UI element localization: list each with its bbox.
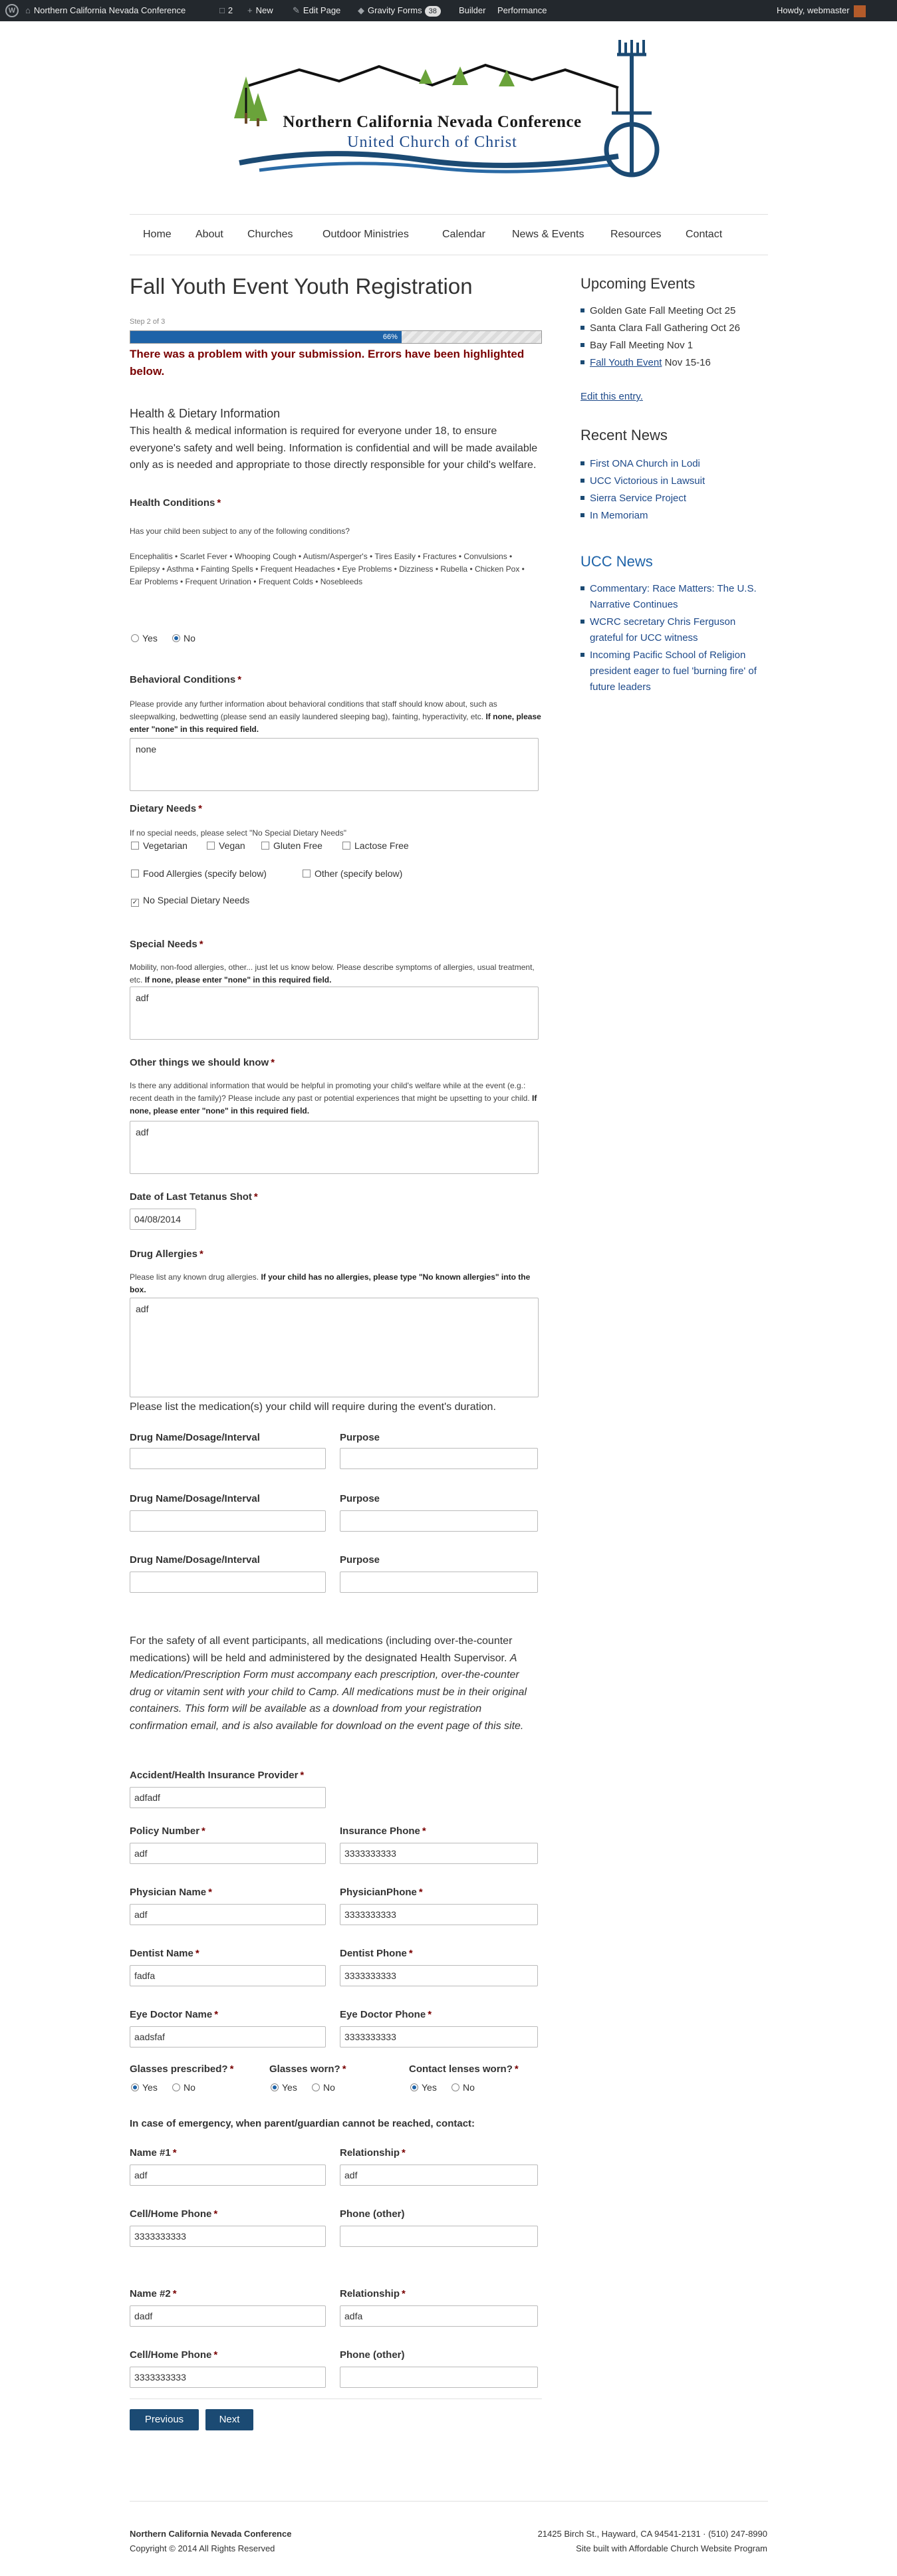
contact2-other-phone-input[interactable] bbox=[340, 2367, 538, 2388]
drug-name-input-1[interactable] bbox=[130, 1448, 326, 1469]
eye-doctor-phone-label: Eye Doctor Phone * bbox=[340, 2009, 432, 2020]
dietary-option-vegan[interactable]: Vegan bbox=[207, 840, 245, 851]
admin-builder-link[interactable]: Builder bbox=[459, 5, 486, 15]
ucc-news-item: Incoming Pacific School of Religion president eager to fuel 'burning fire' of future leaders bbox=[580, 647, 767, 695]
contact2-relationship-label: Relationship * bbox=[340, 2288, 406, 2299]
admin-site-link[interactable]: ⌂ Northern California Nevada Conference bbox=[25, 5, 186, 15]
logo-subtitle: United Church of Christ bbox=[347, 134, 517, 151]
physician-phone-label: PhysicianPhone * bbox=[340, 1887, 423, 1898]
nav-item-outdoor-ministries[interactable]: Outdoor Ministries bbox=[322, 229, 409, 240]
glasses-worn-yes[interactable]: Yes bbox=[271, 2082, 297, 2093]
footer-address: 21425 Birch St., Hayward, CA 94541-2131 · (510) 247-8990 bbox=[537, 2529, 767, 2539]
news-item: First ONA Church in Lodi bbox=[580, 456, 767, 472]
contact1-name-label: Name #1 * bbox=[130, 2147, 177, 2159]
wordpress-logo-icon[interactable]: W bbox=[5, 4, 19, 17]
previous-button[interactable]: Previous bbox=[130, 2409, 199, 2430]
dietary-option-other[interactable]: Other (specify below) bbox=[303, 868, 402, 879]
contact1-relationship-input[interactable]: adf bbox=[340, 2165, 538, 2186]
comment-icon: □ bbox=[219, 5, 225, 15]
special-needs-textarea[interactable]: adf bbox=[130, 987, 539, 1040]
nav-item-home[interactable]: Home bbox=[143, 229, 172, 240]
glasses-prescribed-label: Glasses prescribed? * bbox=[130, 2063, 234, 2075]
nav-item-contact[interactable]: Contact bbox=[686, 229, 723, 240]
footer-divider bbox=[130, 2501, 768, 2502]
recent-news-title: Recent News bbox=[580, 427, 668, 443]
contact2-other-phone-label: Phone (other) bbox=[340, 2349, 405, 2361]
contact1-other-phone-input[interactable] bbox=[340, 2226, 538, 2247]
purpose-label-1: Purpose bbox=[340, 1432, 380, 1443]
behavioral-description: Please provide any further information about behavioral conditions that staff should know about, such as sleepwalking, bedwetting (please send an easily laundered sleeping bag), fainting, hyperactivity, etc. If none, please enter "none" in this required field. bbox=[130, 699, 541, 735]
news-item: UCC Victorious in Lawsuit bbox=[580, 473, 767, 489]
nav-item-churches[interactable]: Churches bbox=[247, 229, 293, 240]
drug-allergies-label: Drug Allergies * bbox=[130, 1248, 203, 1260]
contact2-cell-input[interactable]: 3333333333 bbox=[130, 2367, 326, 2388]
plus-icon: + bbox=[247, 5, 253, 15]
dentist-name-input[interactable]: fadfa bbox=[130, 1965, 326, 1986]
contact1-name-input[interactable]: adf bbox=[130, 2165, 326, 2186]
section-description: This health & medical information is required for everyone under 18, to ensure everyone's safety and well being. Information is confidential and will be made available only as is needed and appropriate to those directly responsible for your child's welfare. bbox=[130, 425, 538, 471]
glasses-worn-label: Glasses worn? * bbox=[269, 2063, 346, 2075]
footer-org-name: Northern California Nevada Conference bbox=[130, 2529, 292, 2539]
event-item: Golden Gate Fall Meeting Oct 25 bbox=[580, 303, 767, 319]
dietary-option-food-allergies[interactable]: Food Allergies (specify below) bbox=[131, 868, 267, 879]
pencil-icon: ✎ bbox=[293, 5, 300, 15]
dietary-label: Dietary Needs * bbox=[130, 803, 202, 814]
health-conditions-yes-option[interactable]: Yes bbox=[131, 633, 158, 644]
medication-safety-text: For the safety of all event participants, all medications (including over-the-counter medications) will be held and administered by the designated Health Supervisor. A Medication/Prescription Form must accompany each prescription, over-the-counter drug or vitamin sent with your child to Camp. All medications must be in their original containers. This form will be available as a download from your registration confirmation email, and is also available for download on the event page of this site. bbox=[130, 1635, 527, 1732]
dietary-description: If no special needs, please select "No Special Dietary Needs" bbox=[130, 828, 347, 838]
ucc-news-list bbox=[580, 581, 767, 697]
checkmark-icon[interactable]: ✓ bbox=[132, 899, 138, 906]
admin-performance-link[interactable]: Performance bbox=[497, 5, 547, 15]
purpose-input-2[interactable] bbox=[340, 1510, 538, 1532]
physician-name-label: Physician Name * bbox=[130, 1887, 212, 1898]
contact2-name-input[interactable]: dadf bbox=[130, 2305, 326, 2327]
glasses-prescribed-yes[interactable]: Yes bbox=[131, 2082, 158, 2093]
mountains-shape bbox=[246, 65, 618, 88]
insurance-provider-input[interactable]: adfadf bbox=[130, 1787, 326, 1808]
medications-intro: Please list the medication(s) your child will require during the event's duration. bbox=[130, 1401, 496, 1413]
dietary-option-lactose-free[interactable]: Lactose Free bbox=[342, 840, 409, 851]
drug-name-label-2: Drug Name/Dosage/Interval bbox=[130, 1493, 260, 1504]
drug-name-input-3[interactable] bbox=[130, 1572, 326, 1593]
dentist-name-label: Dentist Name * bbox=[130, 1948, 199, 1959]
physician-phone-input[interactable]: 3333333333 bbox=[340, 1904, 538, 1925]
eye-doctor-name-label: Eye Doctor Name * bbox=[130, 2009, 219, 2020]
other-things-textarea[interactable]: adf bbox=[130, 1121, 539, 1174]
insurance-provider-label: Accident/Health Insurance Provider * bbox=[130, 1770, 305, 1781]
news-item: Sierra Service Project bbox=[580, 491, 767, 507]
admin-bar bbox=[0, 0, 897, 21]
health-conditions-question: Has your child been subject to any of the following conditions? bbox=[130, 527, 350, 536]
admin-account-link[interactable]: Howdy, webmaster bbox=[777, 0, 866, 21]
upcoming-events-title: Upcoming Events bbox=[580, 275, 696, 292]
event-item: Fall Youth Event Nov 15-16 bbox=[580, 355, 767, 371]
nav-item-news-events[interactable]: News & Events bbox=[512, 229, 584, 240]
purpose-label-2: Purpose bbox=[340, 1493, 380, 1504]
page-title: Fall Youth Event Youth Registration bbox=[130, 274, 473, 298]
next-button[interactable]: Next bbox=[205, 2409, 253, 2430]
contact1-cell-input[interactable]: 3333333333 bbox=[130, 2226, 326, 2247]
upcoming-events-list bbox=[580, 303, 767, 372]
step-label: Step 2 of 3 bbox=[130, 318, 166, 326]
nav-item-about[interactable]: About bbox=[195, 229, 223, 240]
main-nav bbox=[130, 214, 768, 255]
special-needs-label: Special Needs * bbox=[130, 939, 203, 950]
contact1-cell-label: Cell/Home Phone * bbox=[130, 2208, 218, 2220]
gravity-forms-badge: 38 bbox=[425, 6, 441, 17]
tetanus-date-input[interactable]: 04/08/2014 bbox=[130, 1209, 196, 1230]
special-needs-description: Mobility, non-food allergies, other... just let us know below. Please describe symptoms of allergies, usual treatment, etc. If none, please enter "none" in this required field. bbox=[130, 963, 535, 985]
edit-entry-link[interactable]: Edit this entry. bbox=[580, 391, 643, 402]
drug-allergies-description: Please list any known drug allergies. If your child has no allergies, please type "No known allergies" into the box. bbox=[130, 1272, 531, 1295]
event-item: Santa Clara Fall Gathering Oct 26 bbox=[580, 320, 767, 336]
required-marker: * bbox=[217, 497, 221, 509]
radio-yes[interactable] bbox=[131, 634, 139, 642]
emergency-title: In case of emergency, when parent/guardian cannot be reached, contact: bbox=[130, 2118, 475, 2129]
purpose-input-1[interactable] bbox=[340, 1448, 538, 1469]
other-things-label: Other things we should know * bbox=[130, 1057, 275, 1068]
contacts-worn-label: Contact lenses worn? * bbox=[409, 2063, 519, 2075]
other-things-description: Is there any additional information that would be helpful in promoting your child's welfare while at the event (e.g.: recent death in the family)? Please include any past or potential experiences that might be upsetting to your child. If none, please enter "none" in this required field. bbox=[130, 1081, 537, 1116]
contact1-other-phone-label: Phone (other) bbox=[340, 2208, 405, 2220]
event-item: Bay Fall Meeting Nov 1 bbox=[580, 338, 767, 354]
radio-no[interactable] bbox=[172, 634, 180, 642]
progress-bar bbox=[130, 330, 542, 344]
purpose-input-3[interactable] bbox=[340, 1572, 538, 1593]
gravity-forms-icon: ◆ bbox=[358, 5, 364, 15]
footer-credit[interactable]: Site built with Affordable Church Website Program bbox=[576, 2543, 767, 2553]
news-item: In Memoriam bbox=[580, 508, 767, 524]
drug-name-label-3: Drug Name/Dosage/Interval bbox=[130, 1554, 260, 1566]
ucc-news-item: Commentary: Race Matters: The U.S. Narrative Continues bbox=[580, 581, 767, 613]
wave-shape bbox=[239, 154, 618, 166]
behavioral-label: Behavioral Conditions * bbox=[130, 674, 242, 685]
recent-news-list bbox=[580, 456, 767, 525]
glasses-prescribed-no[interactable]: No bbox=[172, 2082, 195, 2093]
admin-comments-link[interactable]: □ 2 bbox=[219, 5, 233, 15]
contact2-relationship-input[interactable]: adfa bbox=[340, 2305, 538, 2327]
error-message: There was a problem with your submission. Errors have been highlighted below. bbox=[130, 348, 525, 378]
contacts-worn-no[interactable]: No bbox=[451, 2082, 475, 2093]
insurance-phone-label: Insurance Phone * bbox=[340, 1825, 426, 1837]
physician-name-input[interactable]: adf bbox=[130, 1904, 326, 1925]
contact2-cell-label: Cell/Home Phone * bbox=[130, 2349, 218, 2361]
health-conditions-list: Encephalitis • Scarlet Fever • Whooping Cough • Autism/Asperger's • Tires Easily • Fractures • Convulsions • Epilepsy • Asthma • Fainting Spells • Frequent Headaches • Eye Problems • Dizziness • Rubella • Chicken Pox • Ear Problems • Frequent Urination • Frequent Colds • Nosebleeds bbox=[130, 552, 525, 587]
dentist-phone-label: Dentist Phone * bbox=[340, 1948, 413, 1959]
contact2-name-label: Name #2 * bbox=[130, 2288, 177, 2299]
health-conditions-label: Health Conditions * bbox=[130, 497, 221, 509]
home-icon: ⌂ bbox=[25, 5, 31, 15]
behavioral-textarea[interactable]: none bbox=[130, 738, 539, 791]
admin-edit-page-link[interactable]: ✎ Edit Page bbox=[293, 5, 341, 15]
drug-name-input-2[interactable] bbox=[130, 1510, 326, 1532]
logo-title: Northern California Nevada Conference bbox=[283, 113, 582, 131]
drug-allergies-textarea[interactable]: adf bbox=[130, 1298, 539, 1397]
section-title: Health & Dietary Information bbox=[130, 407, 281, 420]
dietary-option-no-special[interactable]: ✓ No Special Dietary Needs bbox=[132, 895, 250, 906]
policy-number-label: Policy Number * bbox=[130, 1825, 205, 1837]
dietary-option-vegetarian[interactable]: Vegetarian bbox=[131, 840, 188, 851]
eye-doctor-name-input[interactable]: aadsfaf bbox=[130, 2026, 326, 2048]
admin-new-link[interactable]: + New bbox=[247, 5, 273, 15]
glasses-worn-no[interactable]: No bbox=[312, 2082, 335, 2093]
site-logo[interactable] bbox=[219, 40, 678, 193]
purpose-label-3: Purpose bbox=[340, 1554, 380, 1566]
avatar bbox=[854, 5, 866, 17]
footer-copyright: Copyright © 2014 All Rights Reserved bbox=[130, 2543, 275, 2553]
ucc-news-item: WCRC secretary Chris Ferguson grateful for UCC witness bbox=[580, 614, 767, 646]
health-conditions-no-option[interactable]: No bbox=[172, 633, 195, 644]
drug-name-label-1: Drug Name/Dosage/Interval bbox=[130, 1432, 260, 1443]
nav-item-resources[interactable]: Resources bbox=[610, 229, 662, 240]
tetanus-label: Date of Last Tetanus Shot * bbox=[130, 1191, 258, 1203]
nav-item-calendar[interactable]: Calendar bbox=[442, 229, 485, 240]
ucc-news-title[interactable]: UCC News bbox=[580, 553, 653, 570]
eye-doctor-phone-input[interactable]: 3333333333 bbox=[340, 2026, 538, 2048]
contacts-worn-yes[interactable]: Yes bbox=[410, 2082, 437, 2093]
contact1-relationship-label: Relationship * bbox=[340, 2147, 406, 2159]
insurance-phone-input[interactable]: 3333333333 bbox=[340, 1843, 538, 1864]
progress-fill: 66% bbox=[130, 331, 402, 343]
dentist-phone-input[interactable]: 3333333333 bbox=[340, 1965, 538, 1986]
dietary-option-gluten-free[interactable]: Gluten Free bbox=[261, 840, 322, 851]
admin-gravity-forms-link[interactable]: ◆ Gravity Forms 38 bbox=[358, 0, 441, 21]
policy-number-input[interactable]: adf bbox=[130, 1843, 326, 1864]
